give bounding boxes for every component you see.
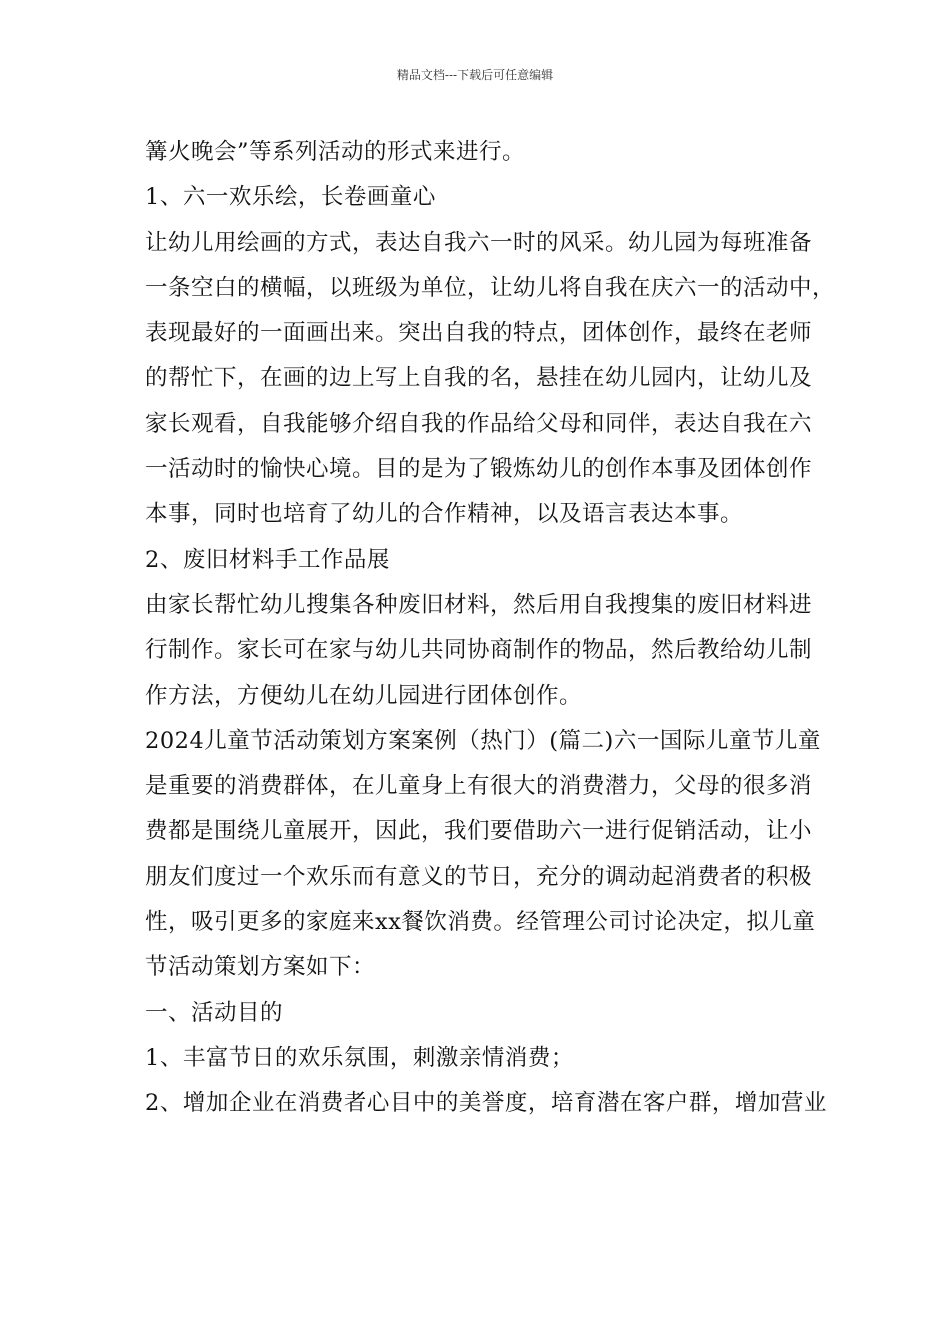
text-line: 家长观看，自我能够介绍自我的作品给父母和同伴，表达自我在六	[145, 410, 813, 437]
text-line: 让幼儿用绘画的方式，表达自我六一时的风采。幼儿园为每班准备	[145, 229, 813, 256]
text-line: 一条空白的横幅，以班级为单位，让幼儿将自我在庆六一的活动中，	[145, 274, 836, 301]
text-line: 节活动策划方案如下：	[145, 954, 376, 981]
text-line: 性，吸引更多的家庭来xx餐饮消费。经管理公司讨论决定，拟儿童	[145, 909, 816, 936]
text-line: 行制作。家长可在家与幼儿共同协商制作的物品，然后教给幼儿制	[145, 637, 813, 664]
text-line: 是重要的消费群体，在儿童身上有很大的消费潜力，父母的很多消	[145, 773, 813, 800]
list-item: 1、丰富节日的欢乐氛围，刺激亲情消费；	[145, 1044, 574, 1071]
text-line: 本事，同时也培育了幼儿的合作精神，以及语言表达本事。	[145, 501, 744, 528]
text-line: 朋友们度过一个欢乐而有意义的节日，充分的调动起消费者的积极	[145, 863, 813, 890]
text-line: 作方法，方便幼儿在幼儿园进行团体创作。	[145, 682, 583, 709]
text-line: 表现最好的一面画出来。突出自我的特点，团体创作，最终在老师	[145, 320, 813, 347]
text-line: 的帮忙下，在画的边上写上自我的名，悬挂在幼儿园内，让幼儿及	[145, 365, 813, 392]
section-heading: 1、六一欢乐绘，长卷画童心	[145, 184, 436, 211]
text-line: 2024儿童节活动策划方案案例（热门）(篇二)六一国际儿童节儿童	[145, 727, 821, 754]
text-line: 由家长帮忙幼儿搜集各种废旧材料，然后用自我搜集的废旧材料进	[145, 591, 813, 618]
document-body	[145, 130, 836, 1127]
page-header: 精品文档---下载后可任意编辑	[396, 68, 554, 82]
text-line: 费都是围绕儿童展开，因此，我们要借助六一进行促销活动，让小	[145, 818, 813, 845]
section-heading: 2、废旧材料手工作品展	[145, 546, 390, 573]
text-line: 篝火晚会”等系列活动的形式来进行。	[145, 139, 526, 165]
section-heading: 一、活动目的	[145, 999, 284, 1026]
list-item: 2、增加企业在消费者心目中的美誉度，培育潜在客户群，增加营业	[145, 1090, 827, 1117]
text-line: 一活动时的愉快心境。目的是为了锻炼幼儿的创作本事及团体创作	[145, 456, 813, 483]
